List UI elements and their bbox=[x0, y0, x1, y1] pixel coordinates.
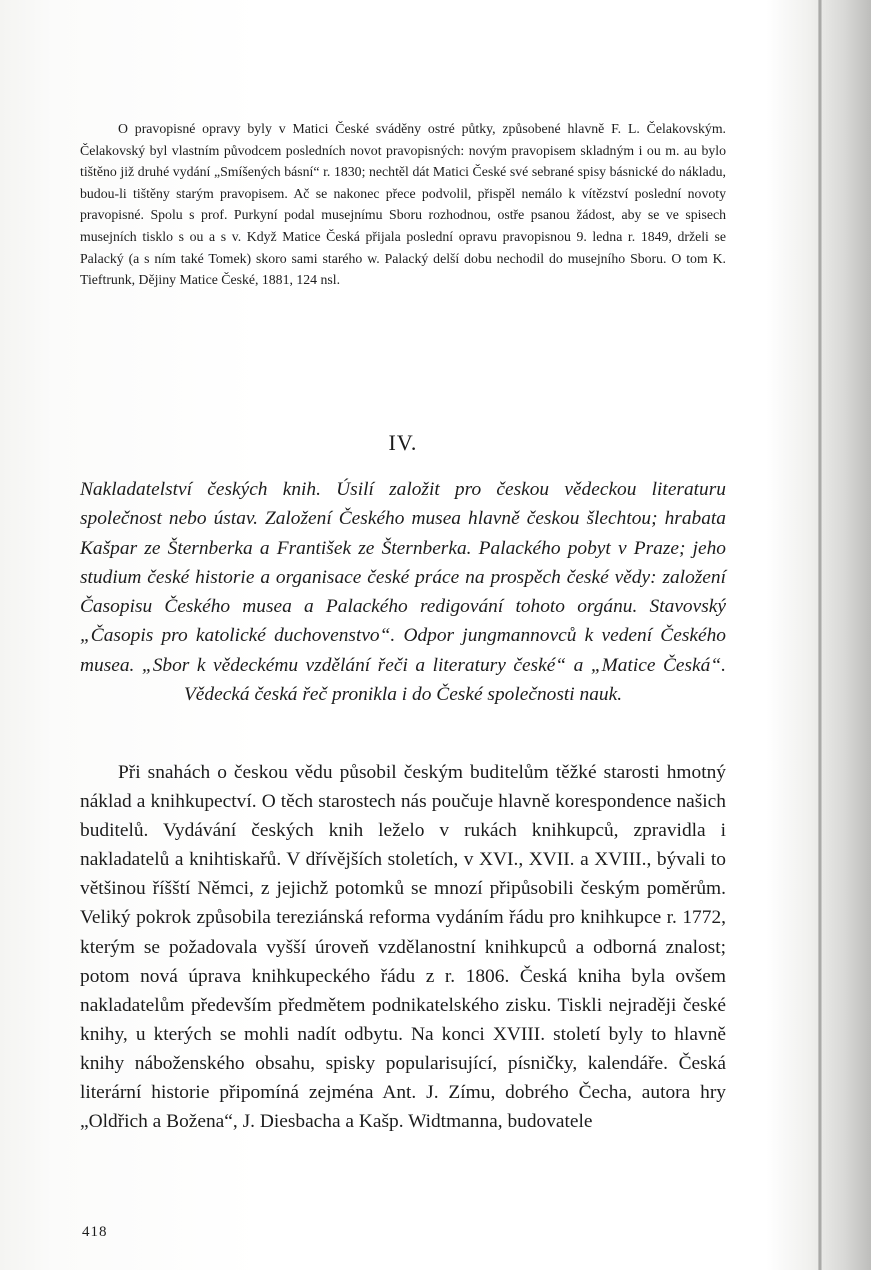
chapter-summary: Nakladatelství českých knih. Úsilí založit pro českou vědeckou literaturu společnost nebo ústav. Založení Českého musea hlavně českou šlechtou; hrabata Kašpar ze Šternberka a František ze Šternberka. Palackého pobyt v Praze; jeho studium české historie a organisace české práce na prospěch české vědy: založení Časopisu Českého musea a Palackého redigování tohoto orgánu. Stavovský „Časopis pro katolické duchovenstvo“. Odpor jungmannovců k vedení Českého musea. „Sbor k vědeckému vzdělání řeči a literatury české“ a „Matice Česká“. Vědecká česká řeč pronikla i do České společnosti nauk. bbox=[80, 479, 726, 706]
footnote-paragraph: O pravopisné opravy byly v Matici České sváděny ostré půtky, způsobené hlavně F. L. Čelakovským. Čelakovský byl vlastním původcem posledních novot pravopisných: novým pravopisem skladným i ou m. au bylo tištěno již druhé vydání „Smíšených básní“ r. 1830; nechtěl dát Matici České své sebrané spisy básnické do nákladu, budou-li tištěny starým pravopisem. Ač se nakonec přece podvolil, přispěl nemálo k vítězství poslední novoty pravopisné. Spolu s prof. Purkyní podal musejnímu Sboru rozhodnou, ostře psanou žádost, aby se ve spisech musejních tisklo s ou a s v. Když Matice Česká přijala poslední opravu pravopisnou 9. ledna r. 1849, drželi se Palacký (a s ním také Tomek) skoro sami starého w. Palacký delší dobu nechodil do musejního Sboru. O tom K. Tieftrunk, Dějiny Matice České, 1881, 124 nsl. bbox=[80, 121, 726, 288]
page-number: 418 bbox=[82, 1224, 108, 1240]
book-spine-shadow bbox=[818, 0, 822, 1270]
body-paragraph: Při snahách o českou vědu působil českým buditelům těžké starosti hmotný náklad a knihkupectví. O těch starostech nás poučuje hlavně korespondence našich buditelů. Vydávání českých knih leželo v rukách knihkupců, zpravidla i nakladatelů a knihtiskařů. V dřívějších stoletích, v XVI., XVII. a XVIII., bývali to většinou říšští Němci, z jejichž potomků se mnozí připůsobili českým poměrům. Veliký pokrok způsobila tereziánská reforma vydáním řádu pro knihkupce r. 1772, kterým se požadovala vyšší úroveň vzdělanostní knihkupců a odborná znalost; potom nová úprava knihkupeckého řádu z r. 1806. Česká kniha byla ovšem nakladatelům především předmětem podnikatelského zisku. Tiskli nejraději české knihy, u kterých se mohli nadít odbytu. Na konci XVIII. století byly to hlavně knihy náboženského obsahu, spisky popularisující, písničky, kalendáře. Česká literární historie připomíná zejména Ant. J. Zímu, dobrého Čecha, autora hry „Oldřich a Božena“, J. Diesbacha a Kašp. Widtmanna, budovatele bbox=[80, 762, 726, 1133]
chapter-heading: IV. bbox=[388, 430, 418, 455]
